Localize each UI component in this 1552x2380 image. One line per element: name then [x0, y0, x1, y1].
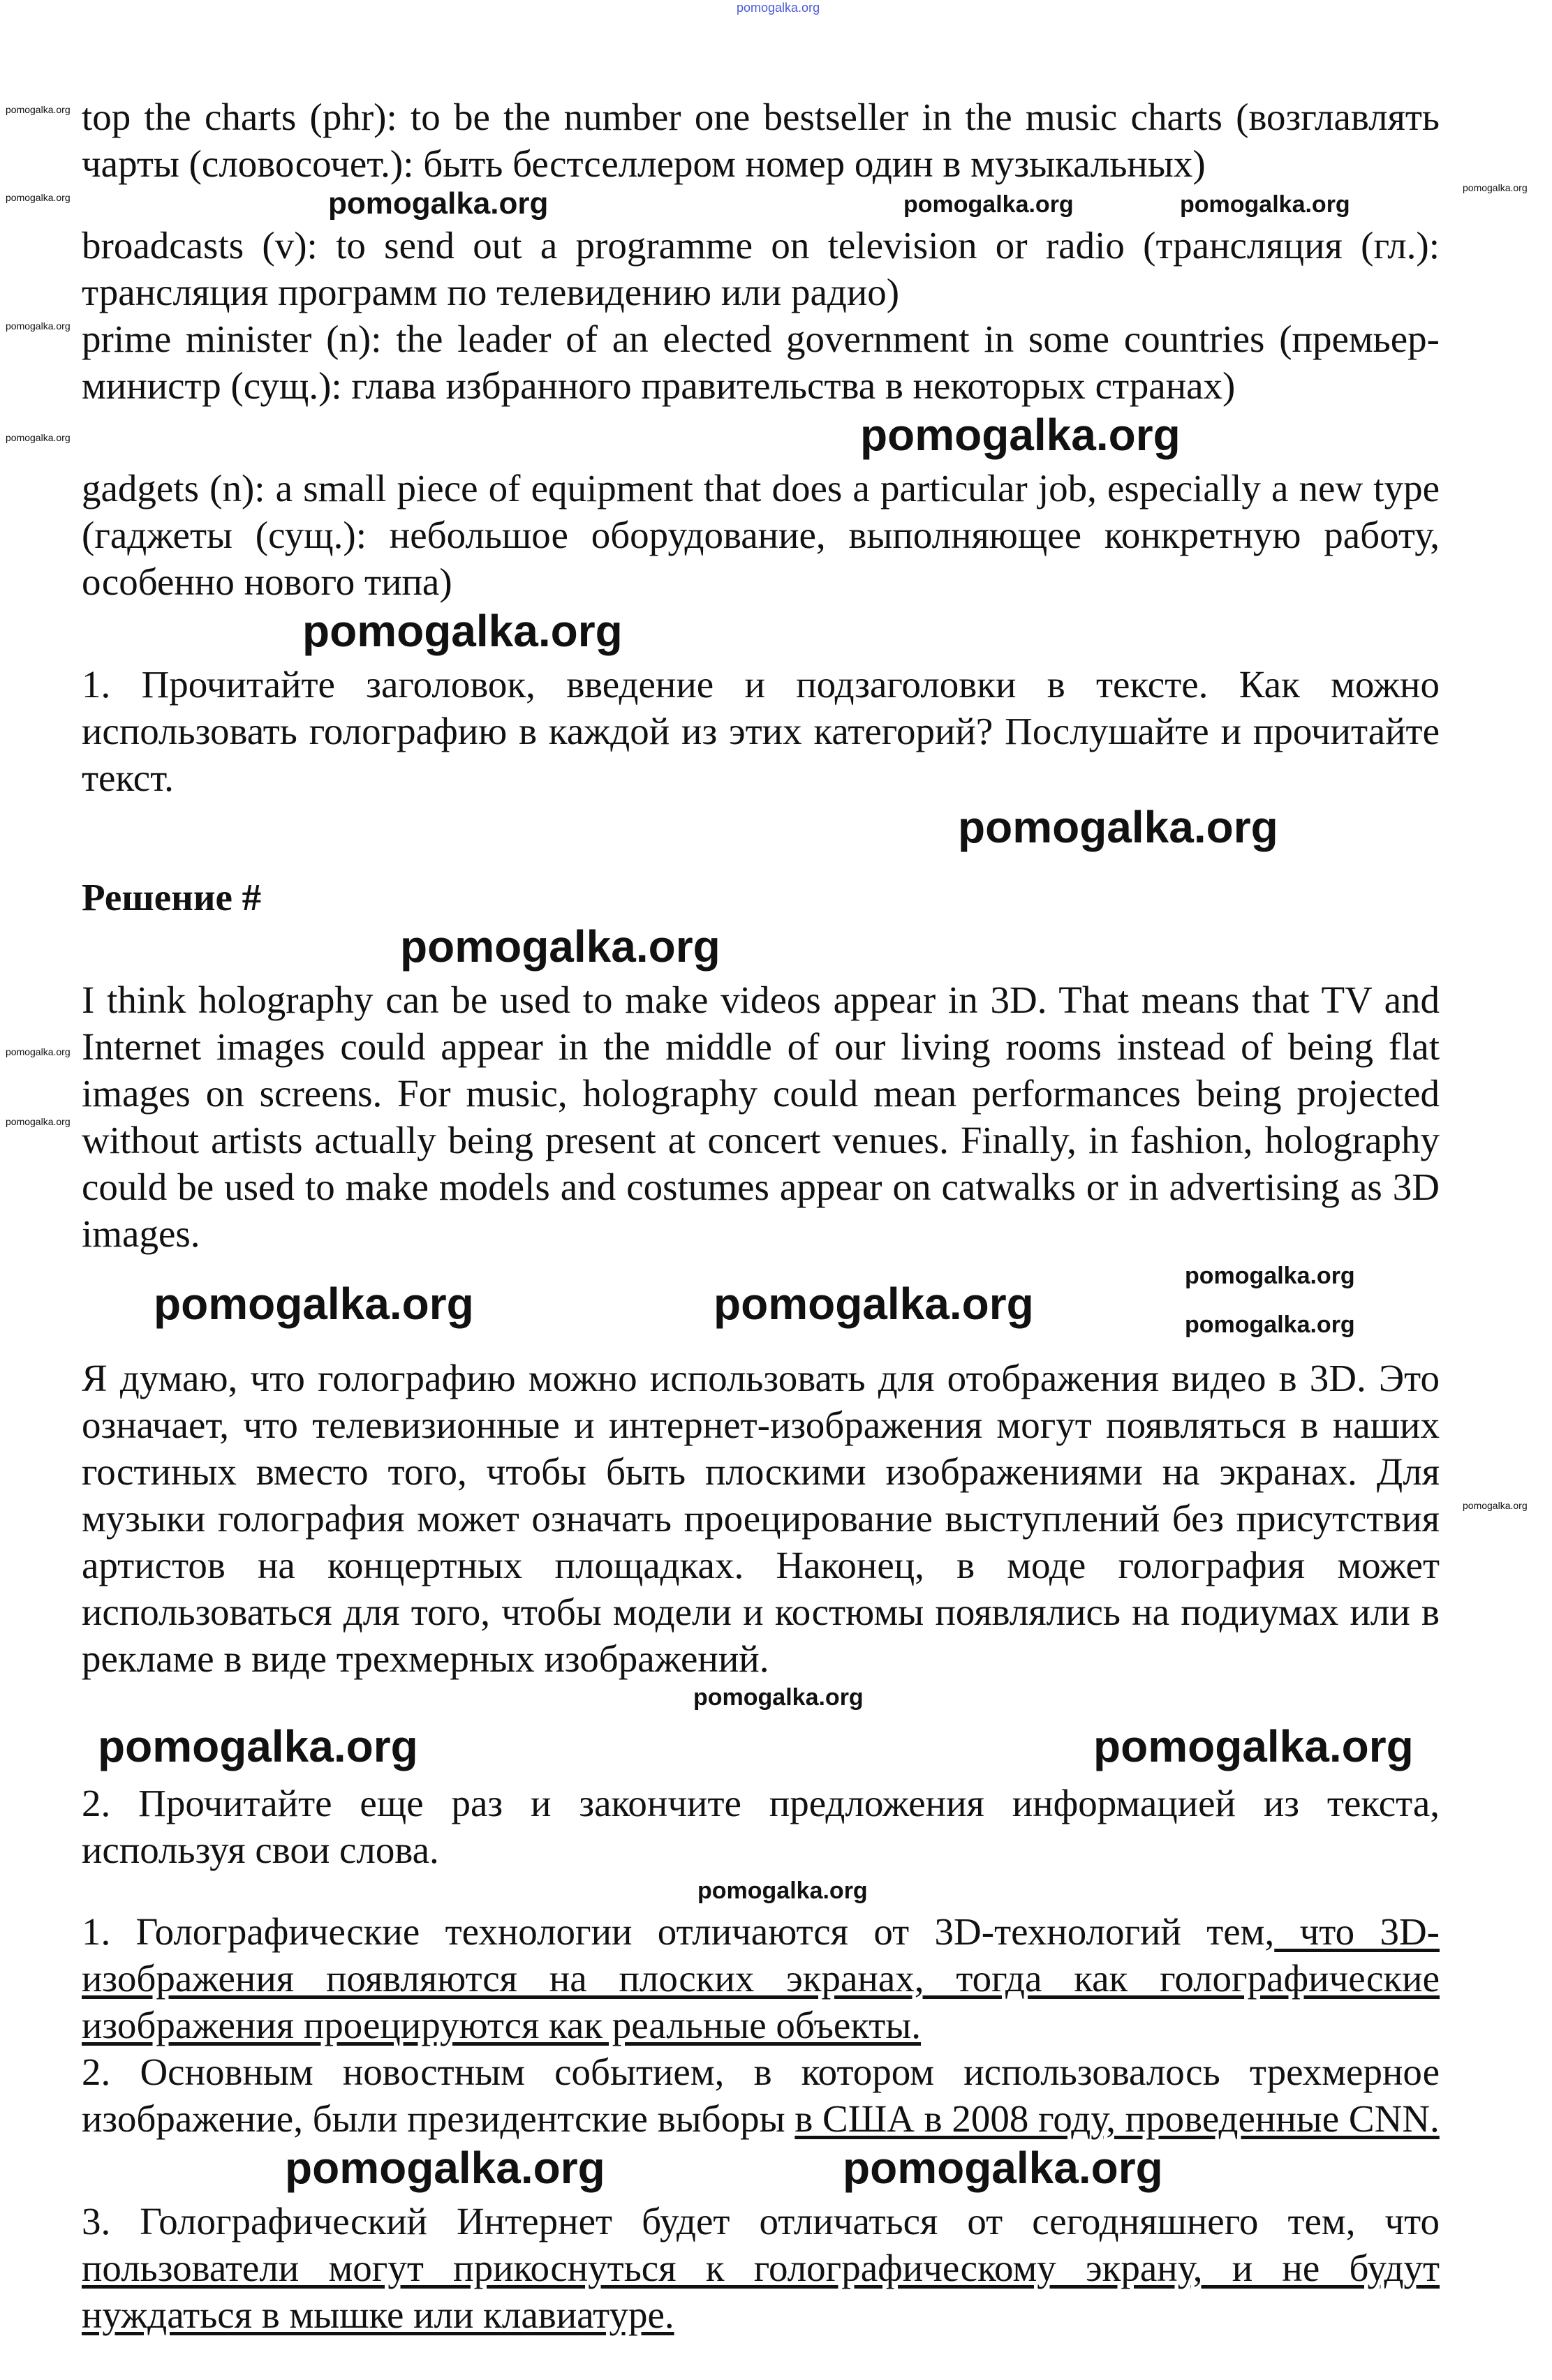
watermark: pomogalka.org — [860, 410, 1181, 460]
watermark: pomogalka.org — [958, 802, 1278, 852]
watermark: pomogalka.org — [285, 2143, 605, 2193]
watermark: pomogalka.org — [6, 432, 71, 443]
sentence-item-3 — [82, 2198, 1440, 2338]
item-prefix: 2. Основным новостным событием, в котором использовалось трехмерное изображение, были президентские выборы — [82, 2051, 1440, 2140]
watermark: pomogalka.org — [6, 192, 71, 203]
watermark: pomogalka.org — [328, 186, 549, 221]
task-2: 2. Прочитайте еще раз и закончите предложения информацией из текста, используя свои слова. — [82, 1782, 1440, 1871]
watermark: pomogalka.org — [843, 2143, 1163, 2193]
watermark: pomogalka.org — [302, 606, 623, 656]
glossary-entry-broadcasts: broadcasts (v): to send out a programme on television or radio (трансляция (гл.): трансляция программ по телевидению или радио) — [82, 224, 1440, 313]
watermark: pomogalka.org — [714, 1279, 1034, 1329]
glossary-entry-gadgets: gadgets (n): a small piece of equipment that does a particular job, especially a new type (гаджеты (сущ.): небольшое оборудование, выполняющее конкретную работу, особенно нового типа) — [82, 467, 1440, 603]
watermark: pomogalka.org — [6, 104, 71, 115]
watermark-row — [82, 2142, 1440, 2198]
item-prefix: 1. Голографические технологии отличаются от 3D-технологий тем, — [82, 1910, 1275, 1953]
watermark: pomogalka.org — [6, 1046, 71, 1057]
watermark: pomogalka.org — [1463, 182, 1528, 193]
watermark-row — [82, 1873, 1440, 1908]
glossary-entry-top-the-charts: top the charts (phr): to be the number one bestseller in the music charts (возглавлять чарты (словосочет.): быть бестселлером номер один в музыкальных) — [82, 96, 1440, 185]
item-answer: в США в 2008 году, проведенные CNN. — [795, 2097, 1440, 2140]
watermark: pomogalka.org — [1463, 1500, 1528, 1511]
watermark-row — [82, 409, 1440, 465]
watermark: pomogalka.org — [1180, 191, 1350, 218]
watermark: pomogalka.org — [903, 191, 1074, 218]
watermark: pomogalka.org — [154, 1279, 474, 1329]
watermark: pomogalka.org — [400, 921, 720, 972]
watermark: pomogalka.org — [1093, 1721, 1414, 1771]
watermark: pomogalka.org — [697, 1877, 868, 1904]
item-answer: что 3D-изображения появляются на плоских экранах, тогда как голографические изображения проецируются как реальные объекты. — [82, 1910, 1440, 2046]
item-answer: пользователи могут прикоснуться к голографическому экрану, и не будут нуждаться в мышке или клавиатуре. — [82, 2247, 1440, 2336]
sentence-item-2 — [82, 2048, 1440, 2142]
solution-heading: Решение # — [82, 876, 262, 918]
watermark: pomogalka.org — [6, 1116, 71, 1127]
watermark-row — [82, 801, 1440, 857]
item-prefix: 3. Голографический Интернет будет отличаться от сегодняшнего тем, что — [82, 2200, 1440, 2243]
watermark-row — [82, 1257, 1440, 1355]
watermark: pomogalka.org — [1185, 1311, 1355, 1338]
watermark: pomogalka.org — [98, 1721, 418, 1771]
answer-english: I think holography can be used to make videos appear in 3D. That means that TV and Internet images could appear in the middle of our living rooms instead of being flat images on screens. For music, holography could mean performances being projected without artists actually being present at concert venues. Finally, in fashion, holography could be used to make models and costumes appear on catwalks or in advertising as 3D images. — [82, 979, 1440, 1255]
answer-russian: Я думаю, что голографию можно использовать для отображения видео в 3D. Это означает, что телевизионные и интернет-изображения могут появляться в наших гостиных вместо того, чтобы быть плоскими изображениями на экранах. Для музыки голография может означать проецирование выступлений без присутствия артистов на концертных площадках. Наконец, в моде голография может использоваться для того, чтобы модели и костюмы появлялись на подиумах или в рекламе в виде трехмерных изображений. — [82, 1357, 1440, 1680]
watermark-row — [82, 187, 1440, 222]
watermark-row — [82, 921, 1440, 976]
sentence-item-1 — [82, 1908, 1440, 2048]
document-page — [82, 0, 1440, 2380]
glossary-entry-prime-minister: prime minister (n): the leader of an elected government in some countries (премьер-министр (сущ.): глава избранного правительства в некоторых странах) — [82, 318, 1440, 407]
task-1: 1. Прочитайте заголовок, введение и подзаголовки в тексте. Как можно использовать голографию в каждой из этих категорий? Послушайте и прочитайте текст. — [82, 663, 1440, 799]
watermark: pomogalka.org — [6, 320, 71, 332]
watermark-row — [82, 605, 1440, 661]
watermark: pomogalka.org — [737, 1, 820, 15]
watermark: pomogalka.org — [1185, 1263, 1355, 1289]
watermark-row — [82, 1682, 1440, 1780]
watermark: pomogalka.org — [693, 1684, 864, 1711]
